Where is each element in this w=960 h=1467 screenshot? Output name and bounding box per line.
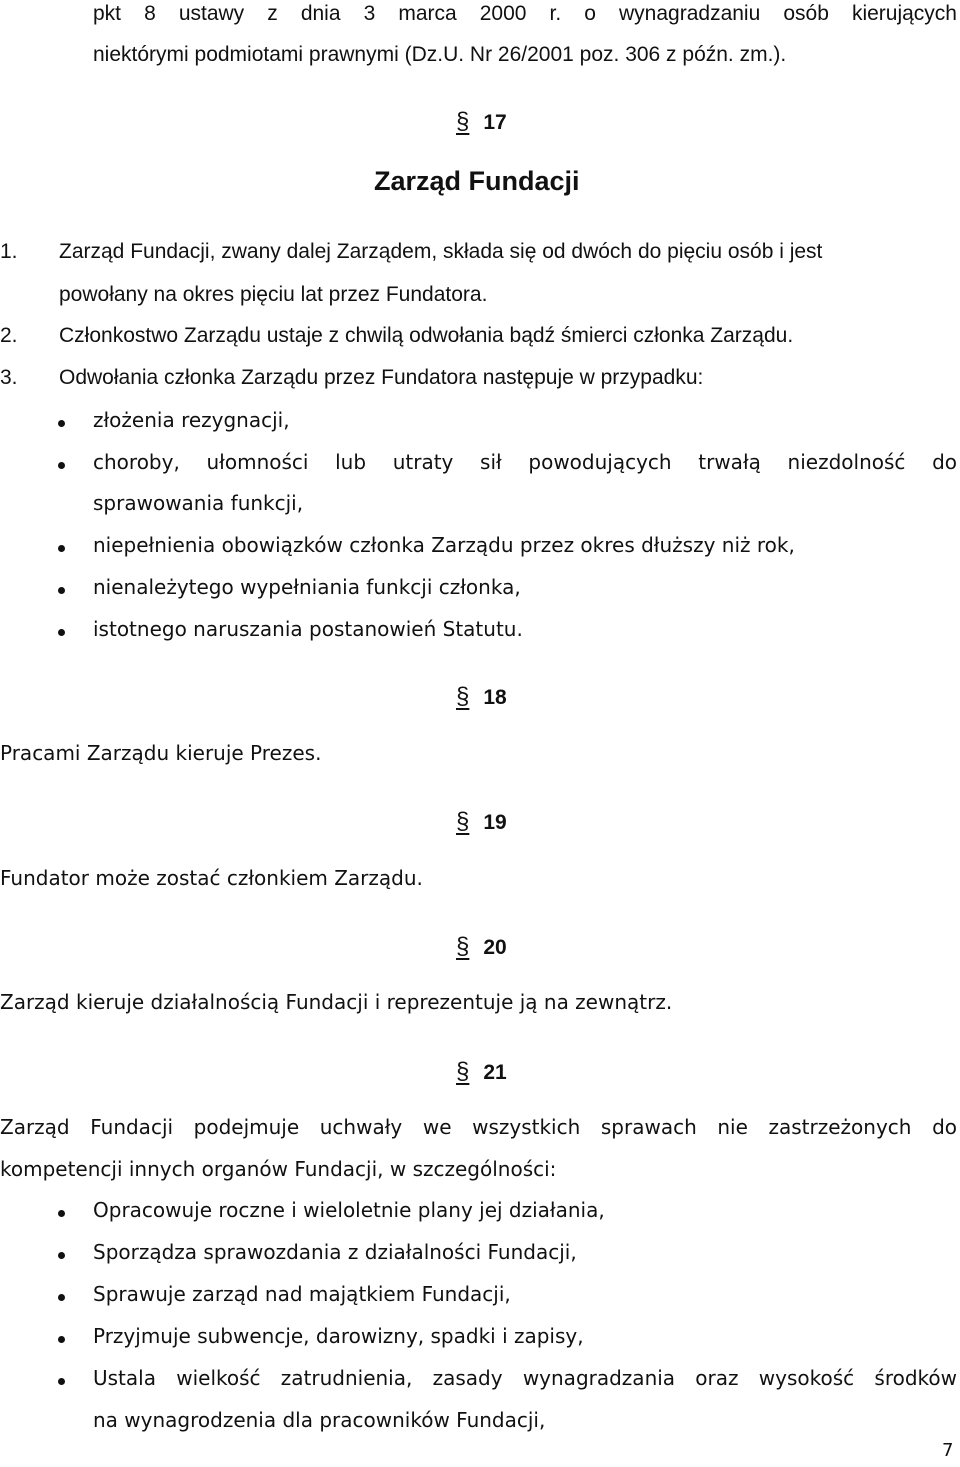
section-19-heading <box>456 808 507 836</box>
intro-line-2: niektórymi podmiotami prawnymi (Dz.U. Nr 26/2001 poz. 306 z późn. zm.). <box>93 43 787 66</box>
item-3-text: Odwołania członka Zarządu przez Fundatora następuje w przypadku: <box>59 366 704 389</box>
dismissal-reason-1: złożenia rezygnacji, <box>93 408 290 432</box>
section-symbol-19: § <box>456 808 470 835</box>
bullet-dot <box>58 1294 65 1301</box>
section-symbol-20: § <box>456 933 470 960</box>
item-1-line-1: Zarząd Fundacji, zwany dalej Zarządem, składa się od dwóch do pięciu osób i jest <box>59 240 823 263</box>
board-duty-5-cont: na wynagrodzenia dla pracowników Fundacji, <box>93 1408 546 1432</box>
section-symbol-21: § <box>456 1058 470 1085</box>
section-17-heading <box>456 108 507 136</box>
board-duty-2: Sporządza sprawozdania z działalności Fundacji, <box>93 1240 577 1264</box>
dismissal-reason-3: niepełnienia obowiązków członka Zarządu przez okres dłuższy niż rok, <box>93 533 795 557</box>
dismissal-reason-5: istotnego naruszania postanowień Statutu. <box>93 617 523 641</box>
intro-line-1: pkt 8 ustawy z dnia 3 marca 2000 r. o wynagradzaniu osób kierujących <box>93 2 957 25</box>
bullet-dot <box>58 545 65 552</box>
section-21-line-1: Zarząd Fundacji podejmuje uchwały we wszystkich sprawach nie zastrzeżonych do <box>0 1115 957 1139</box>
board-duty-1: Opracowuje roczne i wieloletnie plany jej działania, <box>93 1198 605 1222</box>
section-symbol-18: § <box>456 683 470 710</box>
bullet-dot <box>58 1378 65 1385</box>
item-2-number: 2. <box>0 324 18 347</box>
bullet-dot <box>58 1210 65 1217</box>
board-duty-4: Przyjmuje subwencje, darowizny, spadki i zapisy, <box>93 1324 584 1348</box>
section-21-line-2: kompetencji innych organów Fundacji, w szczególności: <box>0 1157 557 1181</box>
section-20-text: Zarząd kieruje działalnością Fundacji i reprezentuje ją na zewnątrz. <box>0 990 673 1014</box>
bullet-dot <box>58 587 65 594</box>
section-18-text: Pracami Zarządu kieruje Prezes. <box>0 741 322 765</box>
bullet-dot <box>58 629 65 636</box>
item-3-number: 3. <box>0 366 18 389</box>
item-1-line-2: powołany na okres pięciu lat przez Fundatora. <box>59 283 488 306</box>
bullet-dot <box>58 1336 65 1343</box>
dismissal-reason-2: choroby, ułomności lub utraty sił powodujących trwałą niezdolność do <box>93 450 957 474</box>
bullet-dot <box>58 1252 65 1259</box>
page-number: 7 <box>942 1440 954 1461</box>
section-20-heading <box>456 933 507 961</box>
section-19-number: 19 <box>483 811 507 834</box>
bullet-dot <box>58 420 65 427</box>
section-19-text: Fundator może zostać członkiem Zarządu. <box>0 866 423 890</box>
section-17-number: 17 <box>483 111 507 134</box>
item-1-number: 1. <box>0 240 18 263</box>
section-symbol-17: § <box>456 108 470 135</box>
section-18-heading <box>456 683 507 711</box>
bullet-dot <box>58 462 65 469</box>
dismissal-reason-2-cont: sprawowania funkcji, <box>93 491 304 515</box>
dismissal-reason-4: nienależytego wypełniania funkcji członka, <box>93 575 521 599</box>
section-17-title: Zarząd Fundacji <box>374 166 580 196</box>
section-21-heading <box>456 1058 507 1086</box>
section-20-number: 20 <box>483 936 507 959</box>
section-21-number: 21 <box>483 1061 507 1084</box>
item-2-text: Członkostwo Zarządu ustaje z chwilą odwołania bądź śmierci członka Zarządu. <box>59 324 794 347</box>
board-duty-3: Sprawuje zarząd nad majątkiem Fundacji, <box>93 1282 511 1306</box>
section-18-number: 18 <box>483 686 507 709</box>
board-duty-5: Ustala wielkość zatrudnienia, zasady wynagradzania oraz wysokość środków <box>93 1366 957 1390</box>
